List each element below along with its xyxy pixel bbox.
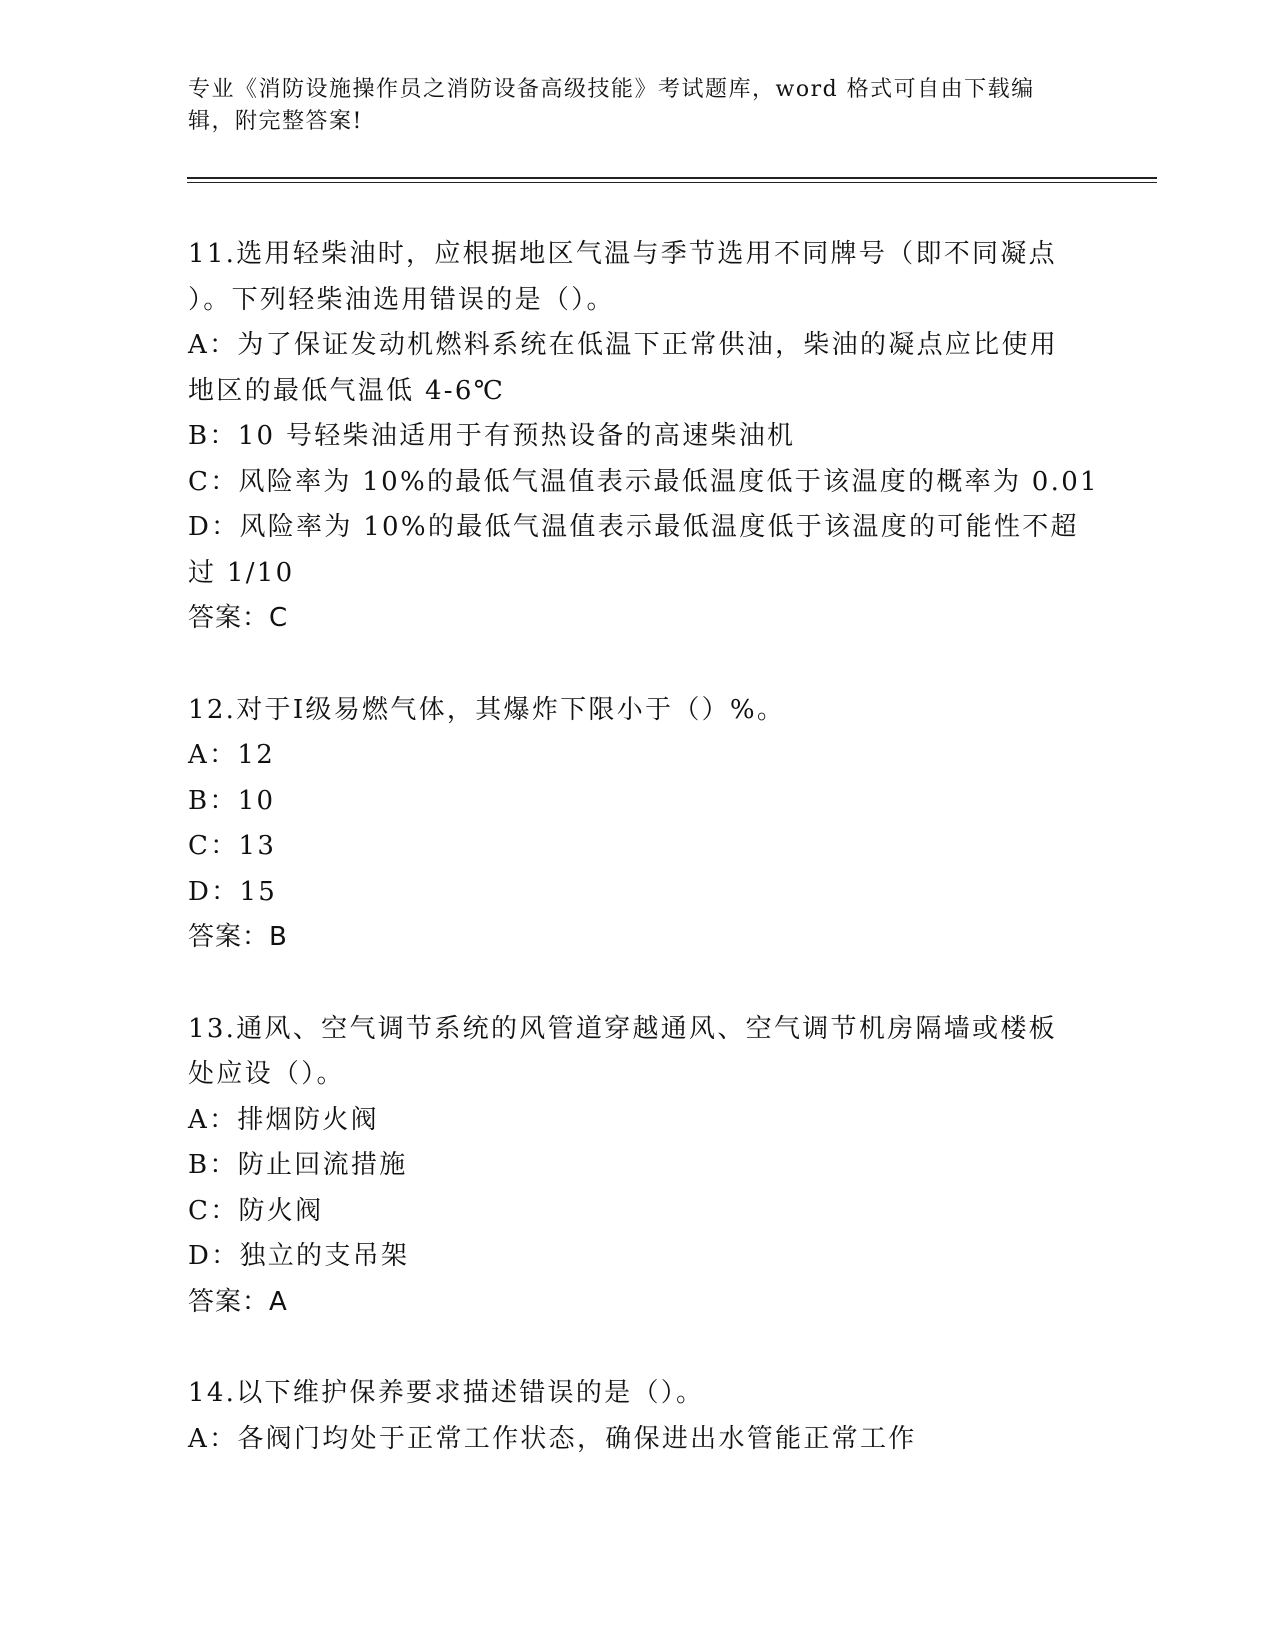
question-13 [188,1007,1088,1326]
option-a: A：为了保证发动机燃料系统在低温下正常供油，柴油的凝点应比使用 [188,330,1059,360]
answer: 答案：A [188,1286,288,1317]
option-a: A：12 [188,740,276,770]
option-b: B：10 号轻柴油适用于有预热设备的高速柴油机 [188,421,796,451]
option-a: A：排烟防火阀 [188,1104,379,1135]
option-c: C：13 [188,831,277,861]
option-d: D：风险率为 10%的最低气温值表示最低温度低于该温度的可能性不超 [188,512,1079,542]
question-stem: 处应设（）。 [188,1059,345,1089]
question-stem: 13.通风、空气调节系统的风管道穿越通风、空气调节机房隔墙或楼板 [188,1013,1057,1044]
option-b: B：防止回流措施 [188,1150,408,1180]
spacer [188,1325,1088,1371]
header-line: 专业《消防设施操作员之消防设备高级技能》考试题库，word 格式可自由下载编 [188,77,1035,102]
question-stem: 11.选用轻柴油时，应根据地区气温与季节选用不同牌号（即不同凝点 [188,239,1057,269]
document-header [188,74,1088,138]
question-stem: 14.以下维护保养要求描述错误的是（）。 [188,1378,705,1408]
option-a: A：各阀门均处于正常工作状态，确保进出水管能正常工作 [188,1423,917,1454]
answer: 答案：C [188,603,289,633]
option-c: C：风险率为 10%的最低气温值表示最低温度低于该温度的概率为 0.01 [188,466,1099,497]
question-14 [188,1371,1088,1462]
question-11 [188,232,1099,642]
header-line: 辑，附完整答案! [188,109,363,134]
question-12 [188,688,1088,961]
question-stem: 12.对于Ⅰ级易燃气体，其爆炸下限小于（）%。 [188,694,786,725]
option-a: 地区的最低气温低 4-6℃ [188,375,506,406]
spacer [188,642,1088,688]
option-d: D：15 [188,876,278,907]
answer: 答案：B [188,922,288,952]
spacer [188,961,1088,1007]
question-stem: ）。下列轻柴油选用错误的是（）。 [188,284,615,315]
option-b: B：10 [188,785,276,816]
header-divider [187,177,1157,183]
option-d: 过 1/10 [188,557,295,588]
option-d: D：独立的支吊架 [188,1241,410,1271]
option-c: C：防火阀 [188,1195,324,1226]
question-list [188,232,1099,1462]
